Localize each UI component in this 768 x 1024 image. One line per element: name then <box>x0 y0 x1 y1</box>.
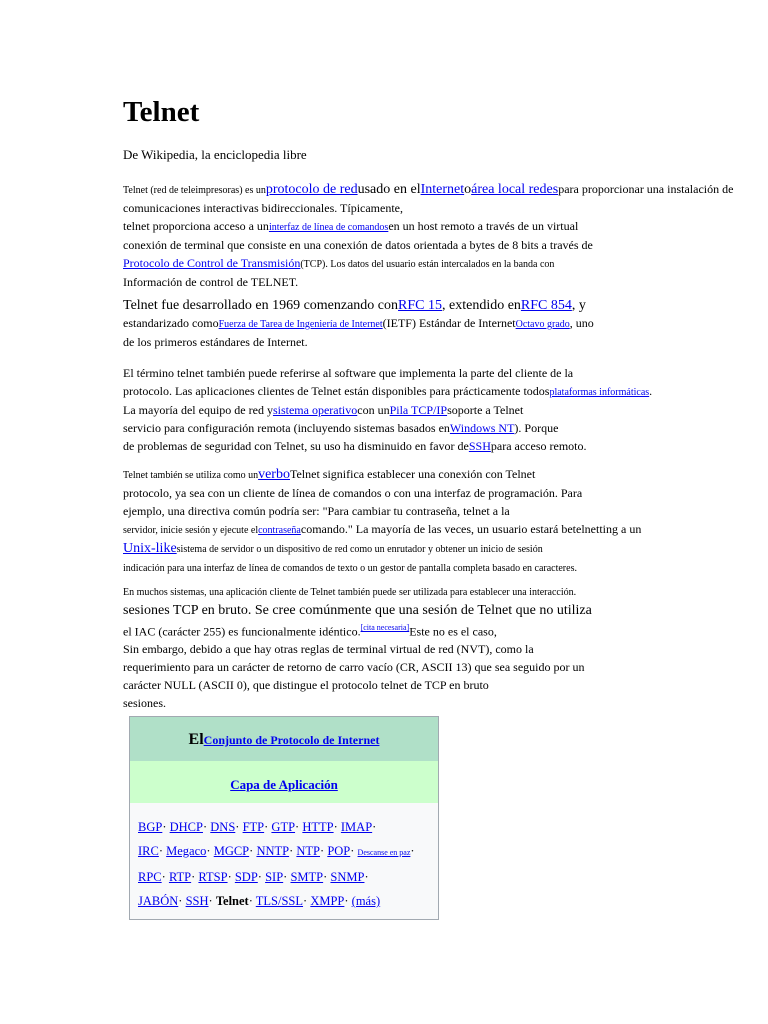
text: Información de control de TELNET. <box>123 275 299 289</box>
link-mas[interactable]: (más) <box>351 894 381 908</box>
link-interfaz-linea-comandos[interactable]: interfaz de línea de comandos <box>268 222 389 233</box>
page-subtitle: De Wikipedia, la enciclopedia libre <box>123 147 307 162</box>
link-sip[interactable]: SIP <box>265 870 284 884</box>
separator: · <box>235 820 240 834</box>
text: sistema de servidor o un dispositivo de red como un enrutador y obtener un inicio de sesión <box>176 544 543 555</box>
separator: · <box>333 820 338 834</box>
link-capa-aplicacion[interactable]: Capa de Aplicación <box>230 777 338 792</box>
link-sistema-operativo[interactable]: sistema operativo <box>272 403 358 417</box>
link-conjunto-protocolo-internet[interactable]: Conjunto de Protocolo de Internet <box>203 733 380 747</box>
paragraph-2 <box>123 296 763 351</box>
infobox-subheader <box>130 761 438 803</box>
link-mgcp[interactable]: MGCP <box>213 844 250 858</box>
separator: · <box>350 844 355 858</box>
text: requerimiento para un carácter de retorno de carro vacío (CR, ASCII 13) que sea seguido por un <box>123 660 585 675</box>
link-imap[interactable]: IMAP <box>340 820 373 834</box>
link-irc[interactable]: IRC <box>138 844 159 858</box>
separator: · <box>202 820 208 834</box>
text: en un host remoto a través de un virtual <box>388 219 579 233</box>
link-tls-ssl[interactable]: TLS/SSL <box>255 894 304 908</box>
link-ssh-box[interactable]: SSH <box>185 894 209 908</box>
separator: · <box>320 844 325 858</box>
link-plataformas[interactable]: plataformas informáticas <box>549 387 650 398</box>
separator: · <box>178 894 183 908</box>
separator: · <box>158 844 164 858</box>
protocol-row <box>138 889 432 913</box>
separator: · <box>344 894 349 908</box>
separator: · <box>257 870 262 884</box>
link-rfc-15[interactable]: RFC 15 <box>398 298 442 313</box>
paragraph-1 <box>123 180 763 291</box>
link-snmp[interactable]: SNMP <box>330 870 365 884</box>
link-bgp[interactable]: BGP <box>138 820 163 834</box>
link-smtp[interactable]: SMTP <box>290 870 324 884</box>
separator: · <box>410 844 415 858</box>
separator: · <box>283 870 288 884</box>
link-pop[interactable]: POP <box>327 844 351 858</box>
link-unix-like[interactable]: Unix-like <box>123 541 177 556</box>
text: Sin embargo, debido a que hay otras reglas de terminal virtual de red (NVT), como la <box>123 642 534 657</box>
paragraph-5 <box>123 582 763 712</box>
link-octavo-grado[interactable]: Octavo grado <box>515 319 570 330</box>
text: ejemplo, una directiva común podría ser: "Para cambiar tu contraseña, telnet a la <box>123 504 510 518</box>
text: (TCP). Los datos del usuario están intercalados en la banda con <box>300 259 555 270</box>
link-http[interactable]: HTTP <box>302 820 334 834</box>
link-windows-nt[interactable]: Windows NT <box>449 421 515 435</box>
infobox-internet-protocol-suite <box>129 716 439 920</box>
text: Telnet significa establecer una conexión con Telnet <box>289 467 536 481</box>
link-dhcp[interactable]: DHCP <box>169 820 203 834</box>
text: protocolo. Las aplicaciones clientes de Telnet están disponibles para prácticamente todos <box>123 384 550 398</box>
link-sdp[interactable]: SDP <box>234 870 258 884</box>
text: . <box>649 384 653 398</box>
text: indicación para una interfaz de línea de comandos de texto o un gestor de pantalla completa basado en caracteres. <box>123 563 577 574</box>
text: para proporcionar una instalación de comunicaciones interactivas bidireccionales. Típicamente, <box>123 182 734 215</box>
protocol-row <box>138 815 432 839</box>
text: sesiones TCP en bruto. Se cree comúnmente que una sesión de Telnet que no utiliza <box>123 603 592 618</box>
link-contrasena[interactable]: contraseña <box>258 525 301 536</box>
link-pila-tcp-ip[interactable]: Pila TCP/IP <box>389 403 448 417</box>
text: Este no es el caso, <box>409 624 497 639</box>
text: estandarizado como <box>123 316 219 330</box>
text: telnet proporciona acceso a un <box>123 219 269 233</box>
link-ssh[interactable]: SSH <box>468 439 491 453</box>
separator: · <box>206 844 211 858</box>
text: Telnet fue desarrollado en 1969 comenzando con <box>123 298 399 313</box>
link-nntp[interactable]: NNTP <box>256 844 290 858</box>
link-rest[interactable]: Descanse en paz <box>357 848 411 857</box>
text: La mayoría del equipo de red y <box>123 403 273 417</box>
text: de problemas de seguridad con Telnet, su uso ha disminuido en favor de <box>123 439 469 453</box>
current-article-telnet: Telnet <box>215 894 249 908</box>
link-rtsp[interactable]: RTSP <box>198 870 228 884</box>
text: usado en el <box>357 182 421 197</box>
link-rpc[interactable]: RPC <box>138 870 162 884</box>
text: En muchos sistemas, una aplicación cliente de Telnet también puede ser utilizada para establecer una interacción. <box>123 587 577 598</box>
separator: · <box>289 844 294 858</box>
text: (IETF) Estándar de Internet <box>382 316 516 330</box>
link-gtp[interactable]: GTP <box>271 820 296 834</box>
text: carácter NULL (ASCII 0), que distingue el protocolo telnet de TCP en bruto <box>123 678 489 693</box>
text: ). Porque <box>514 421 559 435</box>
link-area-local-redes[interactable]: área local redes <box>471 182 559 197</box>
link-tcp[interactable]: Protocolo de Control de Transmisión <box>123 256 301 270</box>
text: servicio para configuración remota (incluyendo sistemas basados en <box>123 421 450 435</box>
link-internet[interactable]: Internet <box>420 182 465 197</box>
citation-needed-link[interactable]: [cita necesaria] <box>360 623 410 632</box>
text: para acceso remoto. <box>490 439 587 453</box>
page-title: Telnet <box>123 96 200 128</box>
separator: · <box>249 844 254 858</box>
separator: · <box>372 820 377 834</box>
separator: · <box>364 870 369 884</box>
link-ftp[interactable]: FTP <box>242 820 265 834</box>
text: protocolo, ya sea con un cliente de línea de comandos o con una interfaz de programación. Para <box>123 486 583 500</box>
text: sesiones. <box>123 696 166 711</box>
separator: · <box>264 820 269 834</box>
separator: · <box>323 870 328 884</box>
separator: · <box>227 870 232 884</box>
link-megaco[interactable]: Megaco <box>166 844 207 858</box>
text: servidor, inicie sesión y ejecute el <box>123 525 259 536</box>
separator: · <box>295 820 300 834</box>
link-verbo[interactable]: verbo <box>258 467 290 482</box>
infobox-header <box>130 717 438 761</box>
text: comando." La mayoría de las veces, un usuario estará betelnetting a un <box>300 522 642 536</box>
text: El término telnet también puede referirse al software que implementa la parte del cliente de la <box>123 366 574 380</box>
separator: · <box>161 870 166 884</box>
protocol-row <box>138 839 432 865</box>
text: soporte a Telnet <box>447 403 524 417</box>
text: , uno <box>569 316 594 330</box>
separator: · <box>191 870 196 884</box>
link-ietf[interactable]: Fuerza de Tarea de Ingeniería de Internet <box>218 319 383 330</box>
text: Telnet también se utiliza como un <box>123 470 259 481</box>
paragraph-3 <box>123 364 763 455</box>
paragraph-4 <box>123 465 763 577</box>
text: Telnet (red de teleimpresoras) es un <box>123 185 266 196</box>
link-protocolo-de-red[interactable]: protocolo de red <box>265 182 358 197</box>
text: conexión de terminal que consiste en una conexión de datos orientada a bytes de 8 bits a través de <box>123 238 593 252</box>
text: de los primeros estándares de Internet. <box>123 335 308 349</box>
link-xmpp[interactable]: XMPP <box>310 894 345 908</box>
link-dns[interactable]: DNS <box>210 820 236 834</box>
link-rtp[interactable]: RTP <box>168 870 192 884</box>
infobox-header-prefix: El <box>188 731 204 748</box>
separator: · <box>208 894 213 908</box>
protocol-row <box>138 865 432 889</box>
separator: · <box>248 894 253 908</box>
link-jabon[interactable]: JABÓN <box>138 894 179 908</box>
infobox-protocol-list <box>130 803 438 919</box>
text: , y <box>571 298 586 313</box>
link-ntp[interactable]: NTP <box>296 844 321 858</box>
separator: · <box>303 894 308 908</box>
text: el IAC (carácter 255) es funcionalmente idéntico. <box>123 624 361 639</box>
text: , extendido en <box>442 298 521 313</box>
text: o <box>464 182 472 197</box>
separator: · <box>162 820 167 834</box>
text: con un <box>357 403 390 417</box>
link-rfc-854[interactable]: RFC 854 <box>520 298 572 313</box>
